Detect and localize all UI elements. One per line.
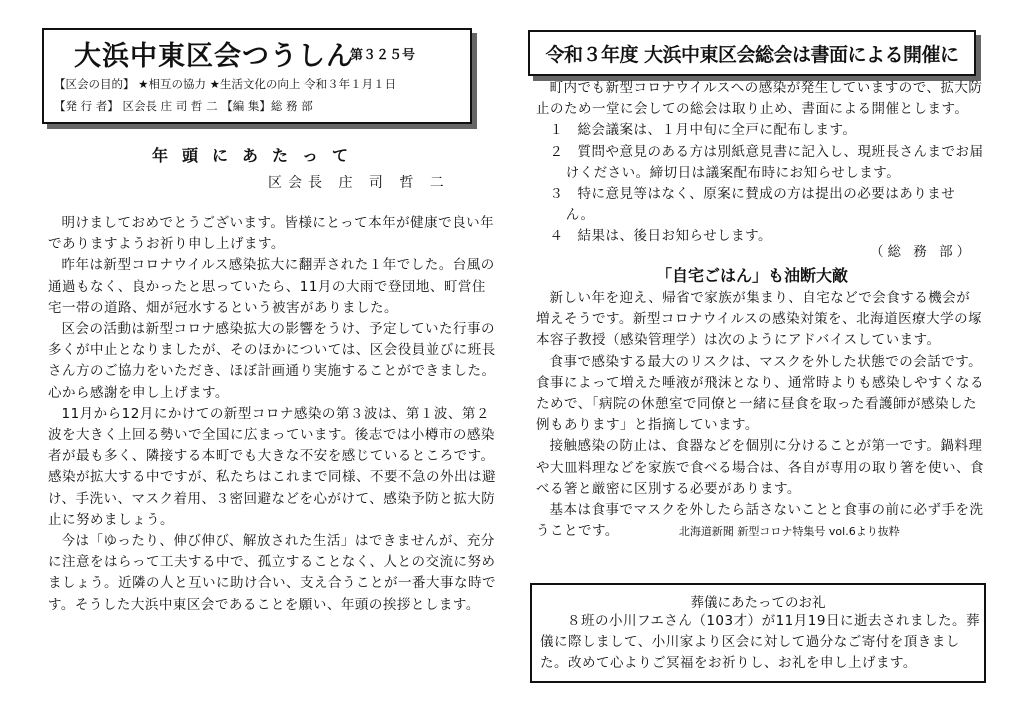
paragraph: 新しい年を迎え、帰省で家族が集まり、自宅などで会食する機会が増えそうです。新型コロナウイルスの感染対策を、北海道医療大学の塚本容子教授（感染管理学）は次のようにアドバイスしています。 xyxy=(536,290,983,349)
general-meeting-header xyxy=(528,30,976,76)
condolence-box xyxy=(530,583,986,683)
newsletter-title: 大浜中東区会つうしん xyxy=(74,41,354,72)
paragraph-text: 基本は食事でマスクを外したら話さないことと食事の前に必ず手を洗うことです。 xyxy=(536,502,984,540)
department-signature: （総 務 部） xyxy=(870,244,975,260)
condolence-title: 葬儀にあたってのお礼 xyxy=(690,595,826,611)
new-year-author: 区会長 庄 司 哲 二 xyxy=(268,175,450,191)
article-source: 北海道新聞 新型コロナ特集号 vol.6より抜粋 xyxy=(678,525,900,539)
general-meeting-title: 令和３年度 大浜中東区会総会は書面による開催に xyxy=(545,44,959,66)
paragraph: 今は「ゆったり、伸び伸び、解放された生活」はできませんが、充分に注意をはらって工夫する中で、孤立することなく、人との交流に努めましょう。近隣の人と互いに助け合い、支え合うことが一番大事な時です。そうした大浜中東区会であることを願い、年頭の挨拶とします。 xyxy=(48,533,496,613)
list-item: ４ 結果は、後日お知らせします。 xyxy=(549,228,773,245)
new-year-title: 年頭にあたって xyxy=(152,146,363,165)
paragraph: 接触感染の防止は、食器などを個別に分けることが第一です。鍋料理や大皿料理などを家族で食べる場合は、各自が専用の取り箸を使い、食べる箸と厳密に区別する必要があります。 xyxy=(536,438,984,497)
masthead xyxy=(42,28,472,124)
condolence-body xyxy=(540,611,980,675)
paragraph: 食事で感染する最大のリスクは、マスクを外した状態での会話です。食事によって増えた唾液が飛沫となり、通常時よりも感染しやすくなるためで、「病院の休憩室で同僚と一緒に昼食を取った看護師が感染した例もあります」と指摘しています。 xyxy=(536,353,984,434)
food-article-body xyxy=(536,288,984,542)
general-meeting-body xyxy=(536,78,984,248)
list-item: １ 総会議案は、１月中旬に全戸に配布します。 xyxy=(549,122,857,139)
issue-number: 第３２５号 xyxy=(350,48,416,63)
paragraph: 町内でも新型コロナウイルスへの感染が発生していますので、拡大防止のため一堂に会しての総会は取り止め、書面による開催とします。 xyxy=(536,80,983,118)
paragraph: 昨年は新型コロナウイルス感染拡大に翻弄された１年でした。台風の通過もなく、良かったと思っていたら、11月の大雨で登団地、町営住宅一帯の道路、畑が冠水するという被害がありました。 xyxy=(48,257,495,316)
paragraph: 11月から12月にかけての新型コロナ感染の第３波は、第１波、第２波を大きく上回る勢いで全国に広まっています。後志では小樽市の感染者が最も多く、隣接する本町でも大きな不安を感じているところです。感染が拡大する中ですが、私たちはこれまで同様、不要不急の外出は避け、手洗い、マスク着用、３密回避などを心がけて、感染予防と拡大防止に努めましょう。 xyxy=(48,405,496,528)
paragraph: ８班の小川フエさん（103才）が11月19日に逝去されました。葬儀に際しまして、小川家より区会に対して過分なご寄付を頂きました。改めて心よりご冥福をお祈りし、お礼を申し上げます。 xyxy=(540,613,980,672)
list-item: ２ 質問や意見のある方は別紙意見書に記入し、現班長さんまでお届けください。締切日は議案配布時にお知らせします。 xyxy=(549,143,984,181)
masthead-publisher-line: 【発 行 者】 区会長 庄 司 哲 二 【編 集】総 務 部 xyxy=(54,99,313,113)
masthead-purpose-line: 【区会の目的】 ★相互の協力 ★生活文化の向上 令和３年１月１日 xyxy=(54,77,397,91)
food-article-title: 「自宅ごはん」も油断大敵 xyxy=(656,266,849,285)
list-item: ３ 特に意見等はなく、原案に賛成の方は提出の必要はありません。 xyxy=(549,186,956,224)
paragraph: 区会の活動は新型コロナ感染拡大の影響をうけ、予定していた行事の多くが中止となりましたが、そのほかについては、区会役員並びに班長さん方のご協力をいただき、ほぼ計画通り実施することができました。心から感謝を申し上げます。 xyxy=(48,321,496,401)
paragraph xyxy=(536,500,984,542)
new-year-body xyxy=(48,213,498,616)
paragraph: 明けましておめでとうございます。皆様にとって本年が健康で良い年でありますようお祈り申し上げます。 xyxy=(48,215,495,253)
